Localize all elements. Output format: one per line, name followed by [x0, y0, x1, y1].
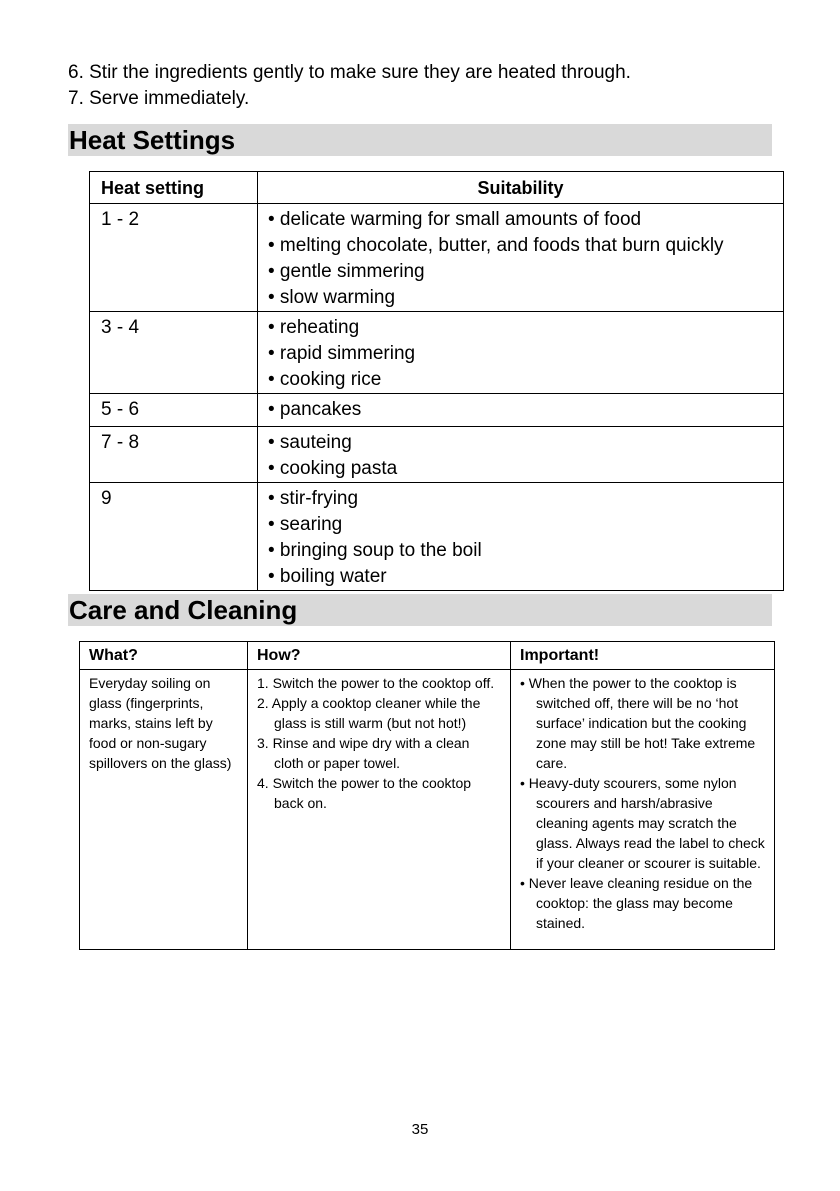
heat-setting-cell: 1 - 2 [90, 204, 258, 312]
list-item: • stir-frying [268, 488, 359, 509]
heat-setting-cell: 3 - 4 [90, 312, 258, 394]
how-step: 2. Apply a cooktop cleaner while the glass is still warm (but not hot!) [257, 695, 481, 731]
table-row [90, 394, 784, 427]
table-header-row [80, 642, 775, 670]
table-row [90, 483, 784, 591]
important-note: • Heavy-duty scourers, some nylon scourers and harsh/abrasive cleaning agents may scratch the glass. Always read the label to check if your cleaner or scourer is suitable. [520, 775, 765, 871]
important-note: • When the power to the cooktop is switched off, there will be no ‘hot surface’ indication but the cooking zone may still be hot! Take extreme care. [520, 675, 756, 771]
step-6: 6. Stir the ingredients gently to make sure they are heated through. [68, 62, 631, 83]
what-cell: Everyday soiling on glass (fingerprints, marks, stains left by food or non-sugary spillovers on the glass) [80, 670, 248, 950]
page-number: 35 [411, 1121, 429, 1138]
list-item: • rapid simmering [268, 343, 416, 364]
list-item: • searing [268, 514, 343, 535]
column-header-important: Important! [511, 642, 775, 670]
heat-settings-heading: Heat Settings [68, 124, 772, 156]
steps-list [68, 60, 631, 112]
list-item: • gentle simmering [268, 261, 425, 282]
table-row [90, 312, 784, 394]
how-cell [248, 670, 511, 950]
list-item: • sauteing [268, 432, 352, 453]
heat-setting-cell: 7 - 8 [90, 427, 258, 483]
table-row [80, 670, 775, 950]
suitability-cell [258, 394, 784, 427]
heat-setting-cell: 5 - 6 [90, 394, 258, 427]
list-item: • cooking pasta [268, 458, 398, 479]
list-item: • slow warming [268, 287, 396, 308]
column-header-what: What? [80, 642, 248, 670]
list-item: • pancakes [268, 399, 362, 420]
how-step: 1. Switch the power to the cooktop off. [257, 675, 495, 691]
table-row [90, 204, 784, 312]
column-header-how: How? [248, 642, 511, 670]
suitability-cell [258, 312, 784, 394]
list-item: • boiling water [268, 566, 387, 587]
list-item: • cooking rice [268, 369, 382, 390]
important-cell [511, 670, 775, 950]
step-7: 7. Serve immediately. [68, 88, 250, 109]
suitability-cell [258, 204, 784, 312]
suitability-cell [258, 427, 784, 483]
column-header-heat-setting: Heat setting [90, 172, 258, 204]
how-step: 3. Rinse and wipe dry with a clean cloth or paper towel. [257, 735, 470, 771]
table-header-row [90, 172, 784, 204]
important-note: • Never leave cleaning residue on the cooktop: the glass may become stained. [520, 875, 753, 931]
column-header-suitability: Suitability [258, 172, 784, 204]
care-cleaning-table [79, 641, 775, 950]
heat-setting-cell: 9 [90, 483, 258, 591]
list-item: • delicate warming for small amounts of food [268, 209, 642, 230]
list-item: • reheating [268, 317, 360, 338]
care-cleaning-heading: Care and Cleaning [68, 594, 772, 626]
how-step: 4. Switch the power to the cooktop back on. [257, 775, 472, 811]
list-item: • melting chocolate, butter, and foods that burn quickly [268, 235, 724, 256]
suitability-cell [258, 483, 784, 591]
heat-settings-table [89, 171, 784, 591]
table-row [90, 427, 784, 483]
list-item: • bringing soup to the boil [268, 540, 482, 561]
